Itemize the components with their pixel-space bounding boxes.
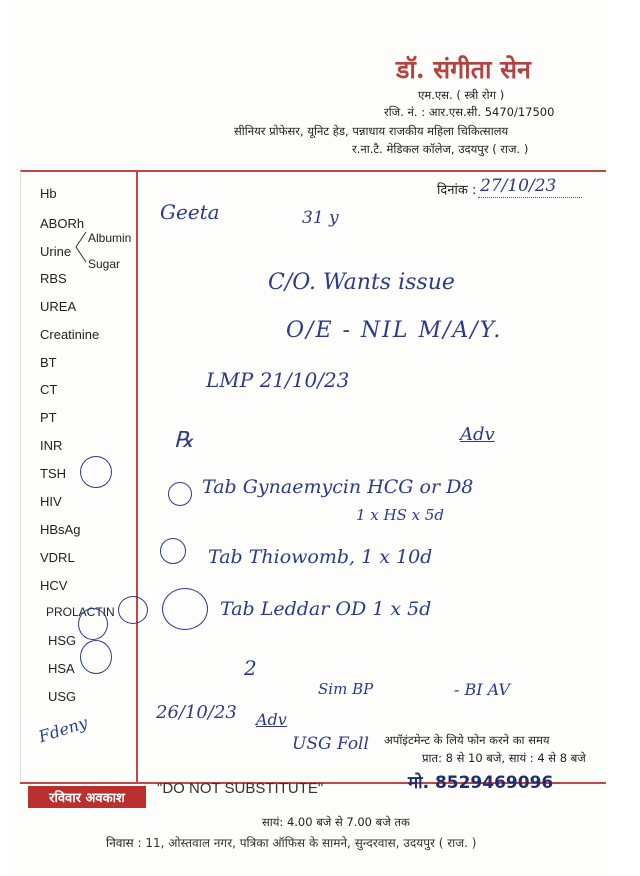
test-hiv: HIV: [40, 494, 62, 509]
handwritten-dash-note: - BI AV: [454, 680, 510, 699]
test-hsg: HSG: [48, 633, 77, 648]
handwritten-medicine-3: Tab Leddar OD 1 x 5d: [220, 598, 432, 620]
tsh-mark-circle: [80, 456, 112, 488]
test-column-divider: [136, 171, 138, 783]
left-border: [20, 171, 21, 783]
test-aborh: ABORh: [40, 216, 85, 231]
test-hbsag: HBsAg: [40, 522, 81, 537]
handwritten-age: 31 y: [302, 208, 339, 228]
test-pt: PT: [40, 410, 57, 425]
test-sugar: Sugar: [88, 257, 121, 271]
test-vdrl: VDRL: [40, 550, 75, 565]
handwritten-date: 27/10/23: [480, 176, 557, 196]
handwritten-followup-mark: 2: [244, 656, 257, 680]
med-3-number-circle: [162, 588, 208, 630]
hsa-mark-circle: [80, 640, 112, 674]
page-margin: [610, 0, 640, 876]
test-bt: BT: [40, 355, 57, 370]
sunday-holiday-badge: रविवार अवकाश: [28, 786, 146, 808]
handwritten-medicine-2: Tab Thiowomb, 1 x 10d: [208, 546, 433, 568]
handwritten-complaint: C/O. Wants issue: [268, 270, 455, 295]
date-line: [478, 197, 582, 198]
residence-address: 11, ओस्तवाल नगर, पत्रिका ऑफिस के सामने, सुन्दरवास, उदयपुर ( राज. ): [145, 836, 477, 850]
test-ct: CT: [40, 382, 58, 397]
handwritten-examination: O/E - NIL M/A/Y.: [286, 318, 503, 343]
registration-number: रजि. नं. : आर.एस.सी. 5470/17500: [384, 105, 555, 119]
handwritten-advice-bottom: Adv: [256, 710, 287, 729]
top-divider: [20, 170, 606, 172]
doctor-degree: एम.एस. ( स्त्री रोग ): [418, 88, 505, 102]
rx-symbol: ℞: [174, 428, 194, 453]
do-not-substitute-note: "DO NOT SUBSTITUTE": [157, 780, 324, 797]
test-hb: Hb: [40, 186, 57, 201]
test-urea: UREA: [40, 299, 77, 314]
test-urine: Urine: [40, 244, 72, 259]
handwritten-medicine-1-dose: 1 x HS x 5d: [356, 506, 445, 524]
handwritten-side-note: Fdeny: [36, 712, 90, 747]
test-hcv: HCV: [40, 578, 68, 593]
test-inr: INR: [40, 438, 63, 453]
residence-line: [106, 834, 477, 851]
handwritten-medicine-1: Tab Gynaemycin HCG or D8: [202, 476, 474, 498]
test-tsh: TSH: [40, 466, 66, 481]
handwritten-advice-top: Adv: [460, 424, 495, 445]
test-prolactin: PROLACTIN: [46, 605, 115, 619]
handwritten-patient-name: Geeta: [160, 200, 220, 224]
handwritten-lmp: LMP 21/10/23: [206, 368, 350, 392]
handwritten-small-note: Sim BP: [318, 680, 374, 698]
test-usg: USG: [48, 689, 77, 704]
med-1-number-circle: [168, 482, 192, 506]
appointment-hours: प्रात: 8 से 10 बजे, सायं : 4 से 8 बजे: [422, 751, 586, 765]
test-hsa: HSA: [48, 661, 75, 676]
college-name: र.ना.टै. मेडिकल कॉलेज, उदयपुर ( राज. ): [352, 142, 529, 156]
test-rbs: RBS: [40, 271, 67, 286]
evening-hours: सायं: 4.00 बजे से 7.00 बजे तक: [262, 815, 410, 829]
date-label: दिनांक :: [437, 183, 477, 198]
residence-label: निवास :: [106, 836, 142, 850]
appointment-title: अपॉइंटमेन्ट के लिये फोन करने का समय: [384, 733, 550, 747]
test-albumin: Albumin: [88, 231, 132, 245]
test-creatinine: Creatinine: [40, 327, 100, 342]
handwritten-followup-date: 26/10/23: [156, 702, 237, 723]
urine-brace: [73, 230, 87, 264]
med-2-number-circle: [160, 538, 186, 564]
hsg-mark-circle: [78, 608, 108, 640]
prolactin-mark-circle: [118, 596, 148, 624]
handwritten-usg-note: USG Foll: [292, 734, 369, 754]
doctor-designation: सीनियर प्रोफेसर, यूनिट हेड, पन्नाधाय राजकीय महिला चिकित्सालय: [234, 124, 509, 138]
phone-number: मो. 8529469096: [408, 773, 554, 793]
doctor-name: डॉ. संगीता सेन: [396, 55, 531, 84]
